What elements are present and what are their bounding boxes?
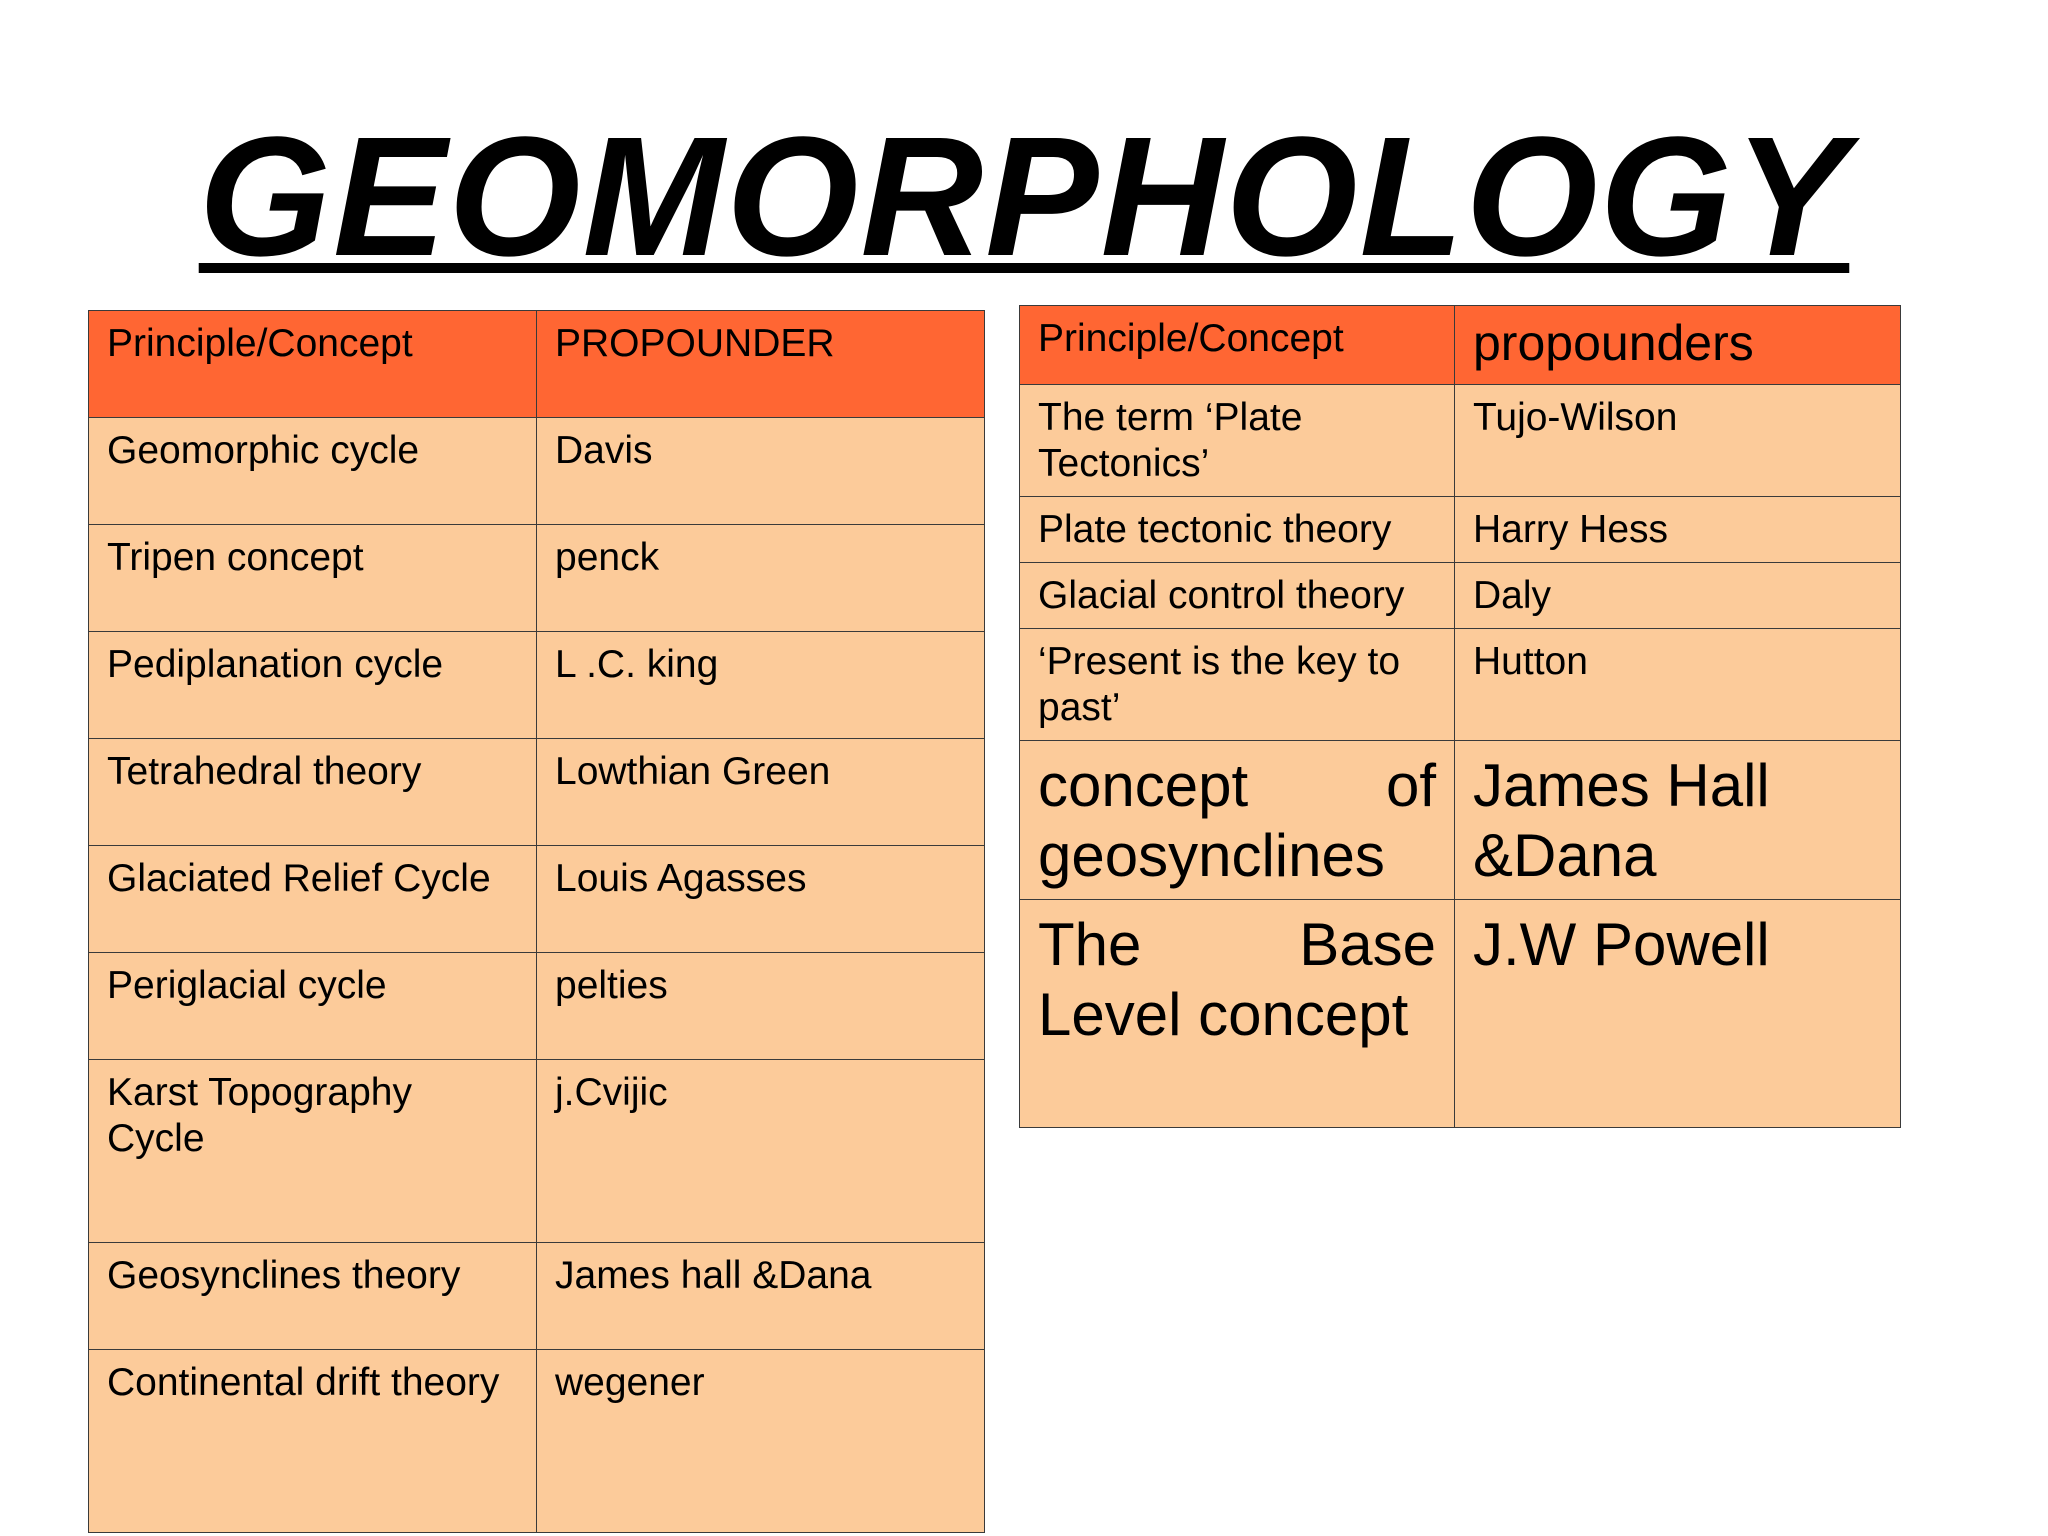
concept-cell: Geomorphic cycle — [89, 418, 537, 525]
propounder-cell: Lowthian Green — [537, 739, 985, 846]
concept-cell: Periglacial cycle — [89, 953, 537, 1060]
header-cell-concept: Principle/Concept — [89, 311, 537, 418]
concept-cell: Tripen concept — [89, 525, 537, 632]
propounder-cell: Hutton — [1455, 629, 1901, 741]
table-row — [89, 846, 985, 953]
concept-cell: Karst Topography Cycle — [89, 1060, 537, 1243]
concept-cell: Tetrahedral theory — [89, 739, 537, 846]
header-cell-propounders: propounders — [1455, 306, 1901, 385]
table-row — [1020, 497, 1901, 563]
propounder-cell: penck — [537, 525, 985, 632]
table-row — [89, 525, 985, 632]
propounder-cell: L .C. king — [537, 632, 985, 739]
table-row — [1020, 385, 1901, 497]
propounder-cell: James Hall &Dana — [1455, 741, 1901, 900]
table-row — [89, 739, 985, 846]
header-cell-propounder: PROPOUNDER — [537, 311, 985, 418]
propounder-cell: James hall &Dana — [537, 1243, 985, 1350]
propounder-cell: Davis — [537, 418, 985, 525]
concept-cell: Plate tectonic theory — [1020, 497, 1455, 563]
header-cell-concept: Principle/Concept — [1020, 306, 1455, 385]
concept-cell: Glacial control theory — [1020, 563, 1455, 629]
table-header-row — [1020, 306, 1901, 385]
table-row — [89, 1060, 985, 1243]
concept-cell: concept of geosynclines — [1020, 741, 1455, 900]
propounder-cell: pelties — [537, 953, 985, 1060]
concept-cell: Glaciated Relief Cycle — [89, 846, 537, 953]
concept-cell: ‘Present is the key to past’ — [1020, 629, 1455, 741]
table-header-row — [89, 311, 985, 418]
table-row — [89, 953, 985, 1060]
table-row — [1020, 900, 1901, 1128]
table-row — [89, 632, 985, 739]
table-row — [1020, 741, 1901, 900]
table-row — [89, 1243, 985, 1350]
propounder-cell: Daly — [1455, 563, 1901, 629]
concept-cell: Continental drift theory — [89, 1350, 537, 1533]
concept-cell: The term ‘Plate Tectonics’ — [1020, 385, 1455, 497]
propounder-cell: J.W Powell — [1455, 900, 1901, 1128]
propounder-cell: Harry Hess — [1455, 497, 1901, 563]
propounder-cell: Tujo-Wilson — [1455, 385, 1901, 497]
concept-cell: The Base Level concept — [1020, 900, 1455, 1128]
concept-cell: Geosynclines theory — [89, 1243, 537, 1350]
propounder-cell: j.Cvijic — [537, 1060, 985, 1243]
table-row — [1020, 563, 1901, 629]
slide-title: GEOMORPHOLOGY — [198, 102, 1850, 292]
propounder-cell: Louis Agasses — [537, 846, 985, 953]
propounder-cell: wegener — [537, 1350, 985, 1533]
propounder-table-right — [1019, 305, 1901, 1128]
table-row — [1020, 629, 1901, 741]
concept-cell: Pediplanation cycle — [89, 632, 537, 739]
table-row — [89, 1350, 985, 1533]
table-row — [89, 418, 985, 525]
propounder-table-left — [88, 310, 985, 1533]
